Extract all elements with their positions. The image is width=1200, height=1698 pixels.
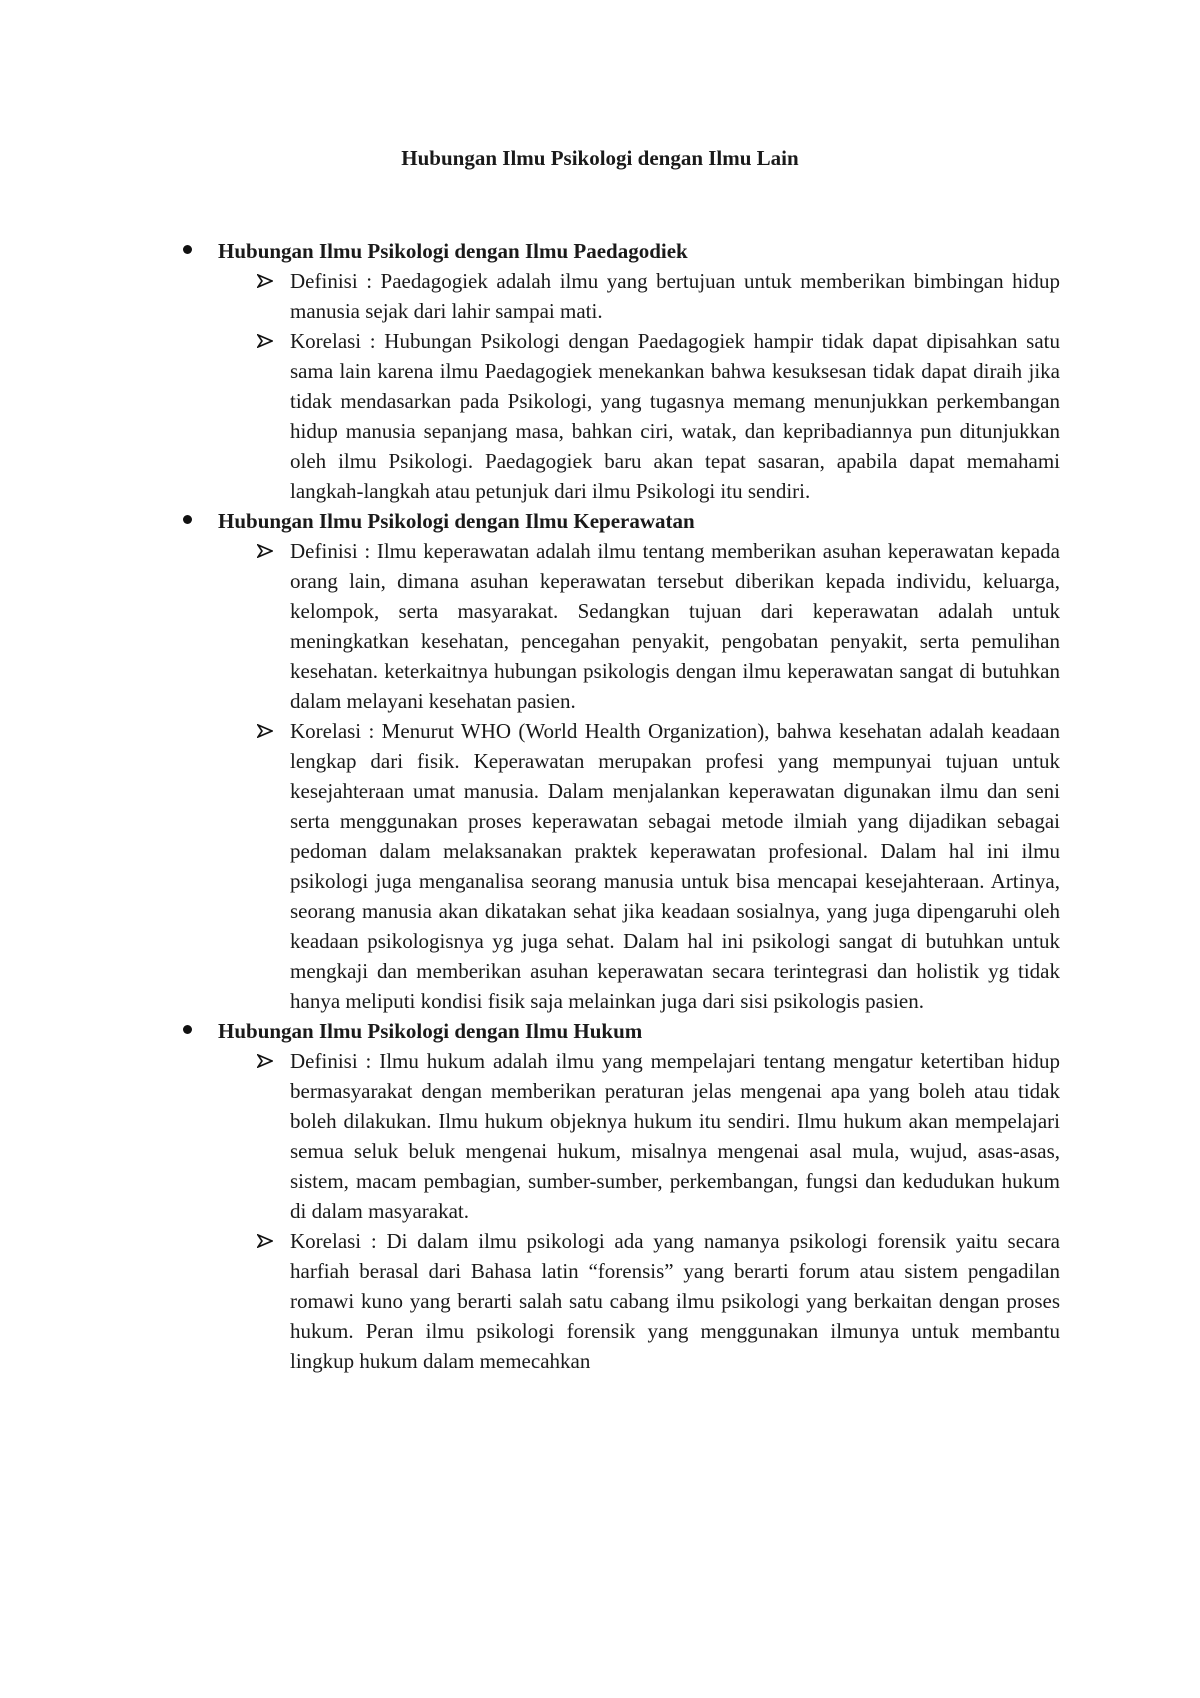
arrowhead-bullet-icon [257, 544, 273, 558]
arrowhead-bullet-icon [257, 1054, 273, 1068]
arrowhead-bullet-icon [257, 334, 273, 348]
section-items [218, 1046, 1060, 1376]
item-text: Definisi : Ilmu keperawatan adalah ilmu tentang memberikan asuhan keperawatan kepada orang lain, dimana asuhan keperawatan tersebut diberikan kepada individu, keluarga, kelompok, serta masyarakat. Sedangkan tujuan dari keperawatan adalah untuk meningkatkan kesehatan, pencegahan penyakit, pengobatan penyakit, serta pemulihan kesehatan. keterkaitnya hubungan psikologis dengan ilmu keperawatan sangat di butuhkan dalam melayani kesehatan pasien. [290, 539, 1060, 713]
section-heading: Hubungan Ilmu Psikologi dengan Ilmu Keperawatan [218, 509, 695, 533]
bullet-dot-icon [183, 1025, 192, 1034]
list-item-korelasi [290, 326, 1060, 506]
item-text: Korelasi : Di dalam ilmu psikologi ada yang namanya psikologi forensik yaitu secara harfiah berasal dari Bahasa latin “forensis” yang berarti forum atau sistem pengadilan romawi kuno yang berarti salah satu cabang ilmu psikologi yang berkaitan dengan proses hukum. Peran ilmu psikologi forensik yang menggunakan ilmunya untuk membantu lingkup hukum dalam memecahkan [290, 1229, 1060, 1373]
section-paedagogiek [180, 236, 1060, 506]
item-text: Definisi : Ilmu hukum adalah ilmu yang mempelajari tentang mengatur ketertiban hidup bermasyarakat dengan memberikan peraturan jelas mengenai apa yang boleh atau tidak boleh dilakukan. Ilmu hukum objeknya hukum itu sendiri. Ilmu hukum akan mempelajari semua seluk beluk mengenai hukum, misalnya mengenai asal mula, wujud, asas-asas, sistem, macam pembagian, sumber-sumber, perkembangan, fungsi dan kedudukan hukum di dalam masyarakat. [290, 1049, 1060, 1223]
section-heading: Hubungan Ilmu Psikologi dengan Ilmu Paedagodiek [218, 239, 688, 263]
document-title: Hubungan Ilmu Psikologi dengan Ilmu Lain [401, 146, 799, 170]
bullet-dot-icon [183, 515, 192, 524]
section-list [180, 236, 1060, 1376]
section-hukum [180, 1016, 1060, 1376]
section-items [218, 536, 1060, 1016]
section-keperawatan [180, 506, 1060, 1016]
arrowhead-bullet-icon [257, 724, 273, 738]
list-item-definisi [290, 536, 1060, 716]
section-items [218, 266, 1060, 506]
bullet-dot-icon [183, 245, 192, 254]
list-item-definisi [290, 266, 1060, 326]
section-heading: Hubungan Ilmu Psikologi dengan Ilmu Hukum [218, 1019, 643, 1043]
list-item-definisi [290, 1046, 1060, 1226]
arrowhead-bullet-icon [257, 274, 273, 288]
list-item-korelasi [290, 716, 1060, 1016]
arrowhead-bullet-icon [257, 1234, 273, 1248]
item-text: Korelasi : Hubungan Psikologi dengan Paedagogiek hampir tidak dapat dipisahkan satu sama lain karena ilmu Paedagogiek menekankan bahwa kesuksesan tidak dapat diraih jika tidak mendasarkan pada Psikologi, yang tugasnya memang menunjukkan perkembangan hidup manusia sepanjang masa, bahkan ciri, watak, dan kepribadiannya pun ditunjukkan oleh ilmu Psikologi. Paedagogiek baru akan tepat sasaran, apabila dapat memahami langkah-langkah atau petunjuk dari ilmu Psikologi itu sendiri. [290, 329, 1060, 503]
item-text: Korelasi : Menurut WHO (World Health Organization), bahwa kesehatan adalah keadaan lengkap dari fisik. Keperawatan merupakan profesi yang mempunyai tujuan untuk kesejahteraan umat manusia. Dalam menjalankan keperawatan digunakan ilmu dan seni serta menggunakan proses keperawatan sebagai metode ilmiah yang dijadikan sebagai pedoman dalam melaksanakan praktek keperawatan profesional. Dalam hal ini ilmu psikologi juga menganalisa seorang manusia untuk bisa mencapai kesejahteraan. Artinya, seorang manusia akan dikatakan sehat jika keadaan sosialnya, yang juga dipengaruhi oleh keadaan psikologisnya yg juga sehat. Dalam hal ini psikologi sangat di butuhkan untuk mengkaji dan memberikan asuhan keperawatan secara terintegrasi dan holistik yg tidak hanya meliputi kondisi fisik saja melainkan juga dari sisi psikologis pasien. [290, 719, 1060, 1013]
item-text: Definisi : Paedagogiek adalah ilmu yang bertujuan untuk memberikan bimbingan hidup manusia sejak dari lahir sampai mati. [290, 269, 1060, 323]
list-item-korelasi [290, 1226, 1060, 1376]
